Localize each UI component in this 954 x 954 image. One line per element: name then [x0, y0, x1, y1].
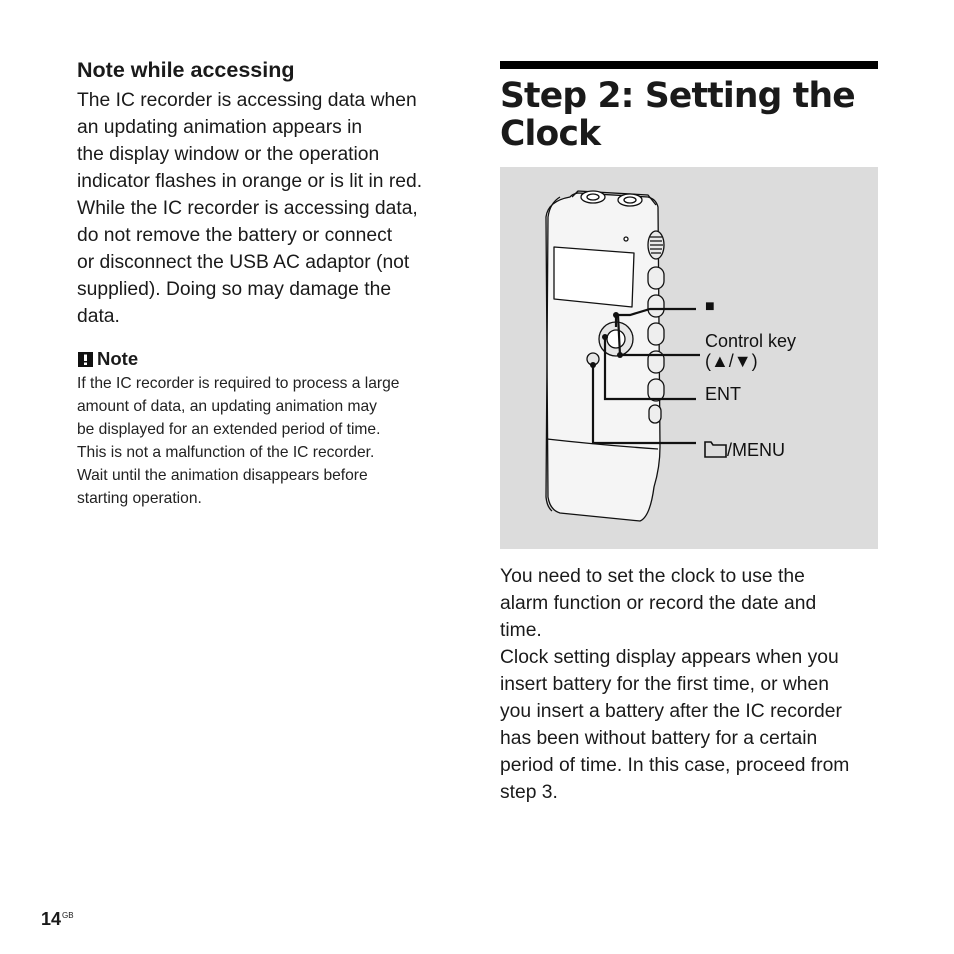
body-line: You need to set the clock to use the — [500, 566, 805, 587]
note-text — [77, 372, 449, 510]
body-text — [500, 563, 878, 806]
page-title — [500, 77, 878, 153]
section-heading: Note while accessing — [77, 58, 295, 82]
callout-control-key-label: Control key — [705, 331, 797, 351]
paragraph-line: the display window or the operation — [77, 144, 380, 165]
paragraph-line: data. — [77, 306, 120, 327]
paragraph-line: do not remove the battery or connect — [77, 225, 393, 246]
body-line: step 3. — [500, 782, 558, 803]
paragraph-line: supplied). Doing so may damage the — [77, 279, 392, 300]
right-column-header — [500, 61, 878, 153]
note-line: amount of data, an updating animation may — [77, 398, 377, 415]
body-line: period of time. In this case, proceed from — [500, 755, 850, 776]
note-line: If the IC recorder is required to process a large — [77, 375, 400, 392]
callout-ent: ENT — [705, 384, 741, 404]
page-number-value: 14 — [41, 909, 62, 929]
note-icon — [77, 351, 94, 368]
recorder-drawing — [500, 167, 878, 549]
left-column — [77, 58, 449, 510]
recorder-illustration — [500, 167, 878, 549]
paragraph-line: indicator flashes in orange or is lit in red. — [77, 171, 423, 192]
note-line: be displayed for an extended period of time. — [77, 421, 381, 438]
title-line: Clock — [500, 114, 601, 154]
note-line: Wait until the animation disappears before — [77, 467, 368, 484]
folder-icon — [705, 442, 726, 457]
body-line: Clock setting display appears when you — [500, 647, 839, 668]
callout-stop: ■ — [705, 298, 715, 315]
note-line: This is not a malfunction of the IC recorder. — [77, 444, 375, 461]
callout-control-key — [705, 331, 796, 371]
title-rule — [500, 61, 878, 69]
paragraph-line: While the IC recorder is accessing data, — [77, 198, 418, 219]
page-number — [41, 909, 74, 930]
callout-menu: /MENU — [727, 440, 785, 460]
note-heading — [77, 348, 449, 370]
title-line: Step 2: Setting the — [500, 76, 855, 116]
body-line: you insert a battery after the IC recorder — [500, 701, 842, 722]
body-line: alarm function or record the date and — [500, 593, 817, 614]
body-line: insert battery for the first time, or when — [500, 674, 829, 695]
paragraph-line: The IC recorder is accessing data when — [77, 90, 417, 111]
page-number-suffix: GB — [62, 911, 74, 920]
section-paragraph — [77, 87, 449, 330]
body-line: has been without battery for a certain — [500, 728, 818, 749]
note-label: Note — [97, 348, 139, 369]
paragraph-line: or disconnect the USB AC adaptor (not — [77, 252, 410, 273]
body-line: time. — [500, 620, 542, 641]
body-paragraph — [500, 563, 878, 806]
callout-control-key-arrows: (▲/▼) — [705, 351, 758, 371]
note-line: starting operation. — [77, 490, 202, 507]
paragraph-line: an updating animation appears in — [77, 117, 363, 138]
